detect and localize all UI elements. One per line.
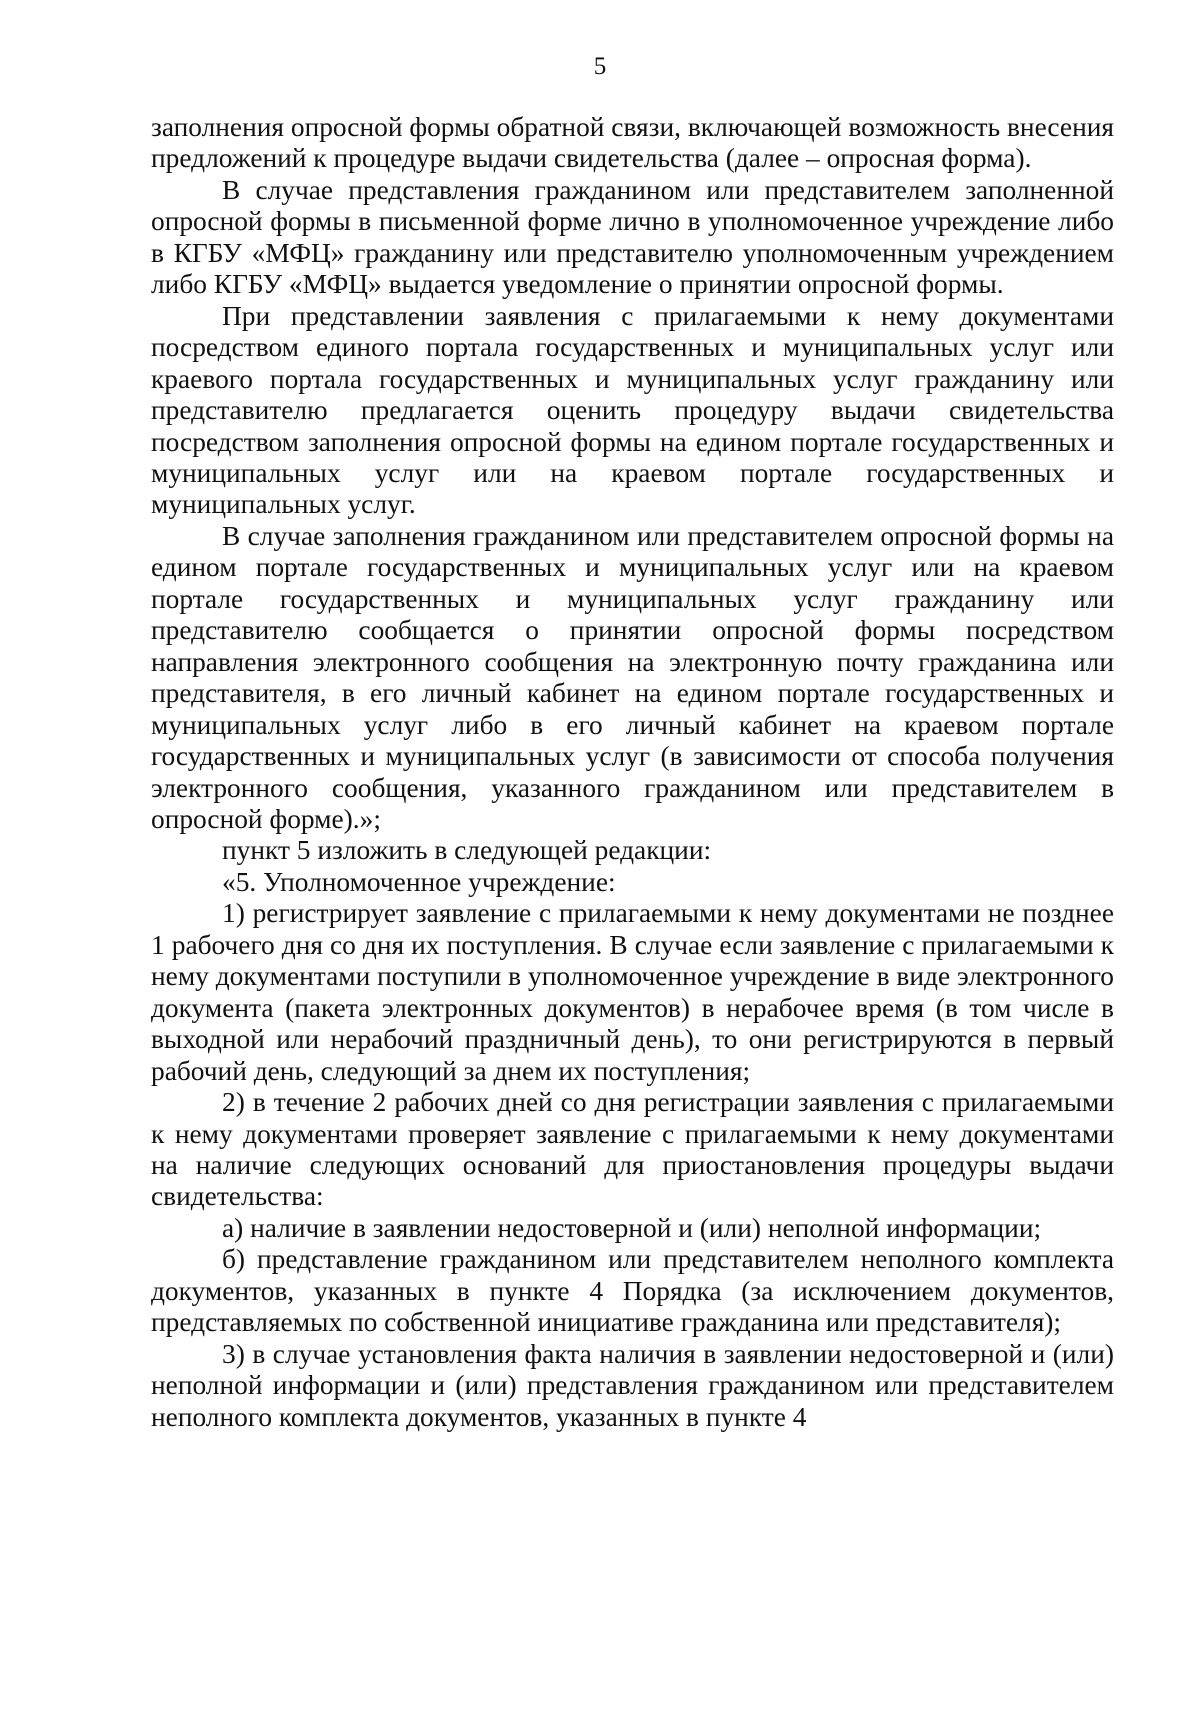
- paragraph-portal-survey-notice: В случае заполнения гражданином или представителем опросной формы на едином портале государственных и муниципальных услуг или на краевом портале государственных и муниципальных услуг гражданину или представителю сообщается о принятии опросной формы посредством направления электронного сообщения на электронную почту гражданина или представителя, в его личный кабинет на едином портале государственных и муниципальных услуг либо в его личный кабинет на краевом портале государственных и муниципальных услуг (в зависимости от способа получения электронного сообщения, указанного гражданином или представителем в опросной форме).»;: [151, 520, 1114, 834]
- paragraph-clause-5-heading: «5. Уполномоченное учреждение:: [222, 866, 616, 897]
- paragraph-subitem-b: б) представление гражданином или представителем неполного комплекта документов, указанных в пункте 4 Порядка (за исключением документов, представляемых по собственной инициативе гражданина или представителя);: [151, 1244, 1114, 1338]
- paragraph-clause-5-intro: пункт 5 изложить в следующей редакции:: [222, 835, 712, 866]
- paragraph-subitem-a: а) наличие в заявлении недостоверной и (или) неполной информации;: [222, 1212, 1042, 1243]
- paragraph-survey-form-definition: заполнения опросной формы обратной связи, включающей возможность внесения предложений к процедуре выдачи свидетельства (далее – опросная форма).: [151, 112, 1114, 174]
- paragraph-paper-survey-notice: В случае представления гражданином или представителем заполненной опросной формы в письменной форме лично в уполномоченное учреждение либо в КГБУ «МФЦ» гражданину или представителю уполномоченным учреждением либо КГБУ «МФЦ» выдается уведомление о принятии опросной формы.: [151, 174, 1114, 300]
- page-number: 5: [593, 53, 607, 80]
- paragraph-item-3-suspension: 3) в случае установления факта наличия в заявлении недостоверной и (или) неполной информации и (или) представления гражданином или представителем неполного комплекта документов, указанных в пункте 4: [151, 1338, 1114, 1432]
- paragraph-item-1-registration: 1) регистрирует заявление с прилагаемыми к нему документами не позднее 1 рабочего дня со дня их поступления. В случае если заявление с прилагаемыми к нему документами поступили в уполномоченное учреждение в виде электронного документа (пакета электронных документов) в нерабочее время (в том числе в выходной или нерабочий праздничный день), то они регистрируются в первый рабочий день, следующий за днем их поступления;: [151, 898, 1114, 1086]
- paragraph-item-2-verification: 2) в течение 2 рабочих дней со дня регистрации заявления с прилагаемыми к нему документами проверяет заявление с прилагаемыми к нему документами на наличие следующих оснований для приостановления процедуры выдачи свидетельства:: [151, 1087, 1114, 1212]
- document-body: [151, 112, 1114, 1433]
- paragraph-portal-survey-offer: При представлении заявления с прилагаемыми к нему документами посредством единого портала государственных и муниципальных услуг или краевого портала государственных и муниципальных услуг гражданину или представителю предлагается оценить процедуру выдачи свидетельства посредством заполнения опросной формы на едином портале государственных и муниципальных услуг или на краевом портале государственных и муниципальных услуг.: [151, 300, 1114, 520]
